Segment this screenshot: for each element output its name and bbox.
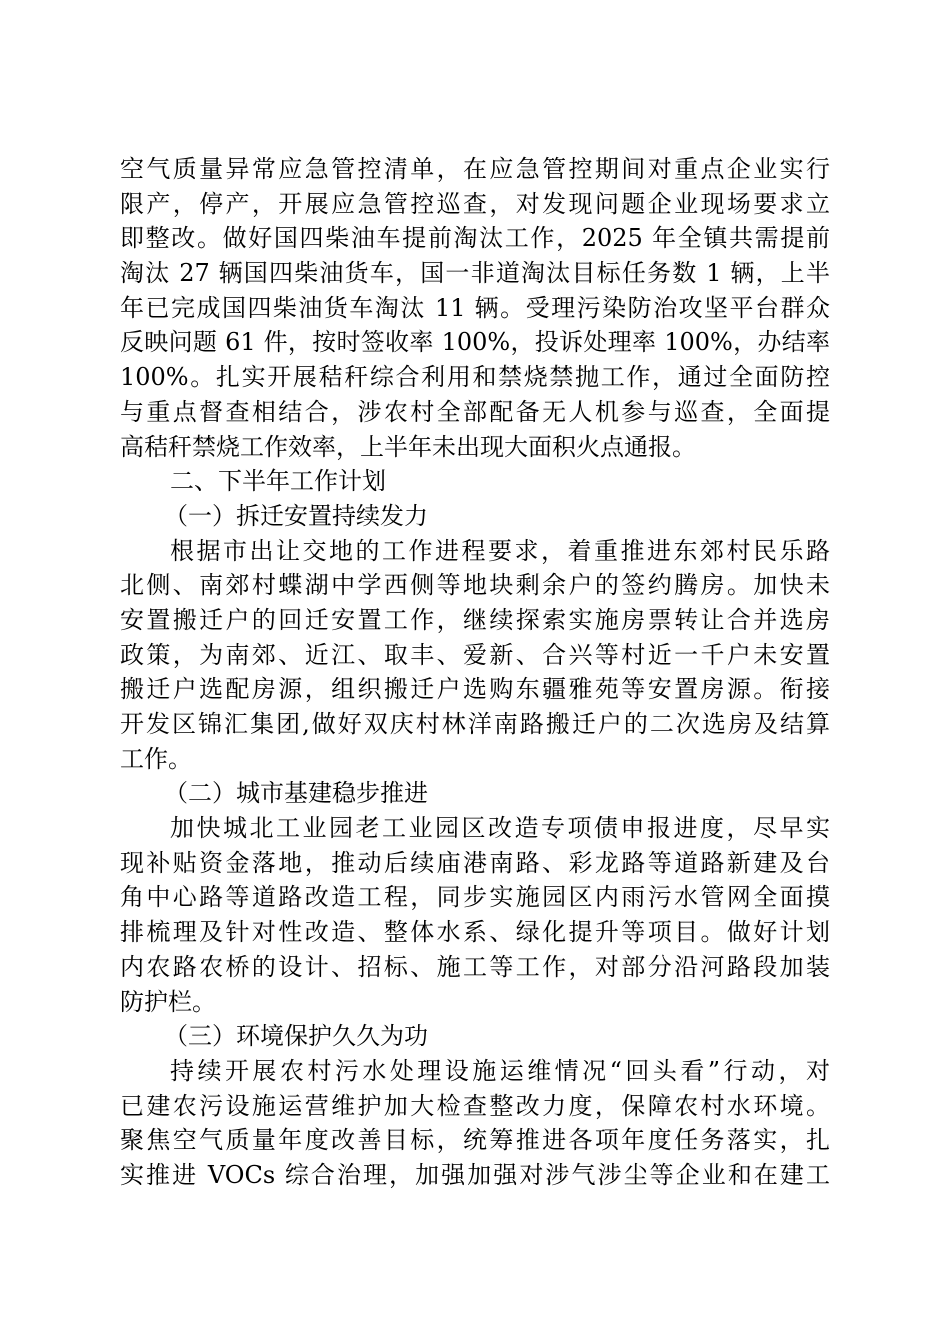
text-line: 年已完成国四柴油货车淘汰 11 辆。受理污染防治攻坚平台群众 bbox=[120, 293, 830, 322]
text-line: 高秸秆禁烧工作效率，上半年未出现大面积火点通报。 bbox=[120, 432, 696, 461]
text-line: 反映问题 61 件，按时签收率 100%，投诉处理率 100%，办结率 bbox=[120, 328, 830, 357]
text-line: 持续开展农村污水处理设施运维情况“回头看”行动，对 bbox=[170, 1056, 830, 1085]
text-line: 限产，停产，开展应急管控巡查，对发现问题企业现场要求立 bbox=[120, 189, 830, 218]
section-title-relocation: （一）拆迁安置持续发力 bbox=[164, 501, 428, 530]
text-line: 实推进 VOCs 综合治理，加强加强对涉气涉尘等企业和在建工 bbox=[120, 1160, 830, 1189]
text-line: 排梳理及针对性改造、整体水系、绿化提升等项目。做好计划 bbox=[120, 918, 830, 947]
document-page bbox=[120, 152, 830, 1193]
text-line: 角中心路等道路改造工程，同步实施园区内雨污水管网全面摸 bbox=[120, 883, 830, 912]
text-line: 淘汰 27 辆国四柴油货车，国一非道淘汰目标任务数 1 辆，上半 bbox=[120, 259, 830, 288]
text-line: 政策，为南郊、近江、取丰、爱新、合兴等村近一千户未安置 bbox=[120, 640, 830, 669]
text-line: 100%。扎实开展秸秆综合利用和禁烧禁抛工作，通过全面防控 bbox=[120, 363, 830, 392]
text-line: 防护栏。 bbox=[120, 987, 216, 1016]
text-line: 北侧、南郊村蝶湖中学西侧等地块剩余户的签约腾房。加快未 bbox=[120, 571, 830, 600]
text-line: 空气质量异常应急管控清单，在应急管控期间对重点企业实行 bbox=[120, 155, 830, 183]
paragraph-environment bbox=[120, 1054, 830, 1193]
text-line: 开发区锦汇集团,做好双庆村林洋南路搬迁户的二次选房及结算 bbox=[120, 710, 830, 738]
text-line: 内农路农桥的设计、招标、施工等工作，对部分沿河路段加装 bbox=[120, 952, 830, 981]
text-line: 根据市出让交地的工作进程要求，着重推进东郊村民乐路 bbox=[170, 536, 830, 565]
text-line: 即整改。做好国四柴油车提前淘汰工作，2025 年全镇共需提前 bbox=[120, 224, 830, 253]
text-line: 搬迁户选配房源，组织搬迁户选购东疆雅苑等安置房源。衔接 bbox=[120, 675, 830, 704]
paragraph-infrastructure bbox=[120, 811, 830, 1019]
paragraph-environment-continued bbox=[120, 152, 830, 464]
text-line: 现补贴资金落地，推动后续庙港南路、彩龙路等道路新建及台 bbox=[120, 848, 830, 877]
text-line: 工作。 bbox=[120, 744, 192, 773]
paragraph-relocation bbox=[120, 534, 830, 777]
section-title-environment: （三）环境保护久久为功 bbox=[164, 1022, 428, 1051]
text-line: 已建农污设施运营维护加大检查整改力度，保障农村水环境。 bbox=[120, 1091, 830, 1120]
text-line: 聚焦空气质量年度改善目标，统筹推进各项年度任务落实，扎 bbox=[120, 1126, 830, 1155]
text-line: 安置搬迁户的回迁安置工作，继续探索实施房票转让合并选房 bbox=[120, 605, 830, 634]
section-title-infrastructure: （二）城市基建稳步推进 bbox=[164, 779, 428, 808]
text-line: 与重点督查相结合，涉农村全部配备无人机参与巡查，全面提 bbox=[120, 397, 830, 426]
text-line: 加快城北工业园老工业园区改造专项债申报进度，尽早实 bbox=[170, 814, 830, 843]
heading-work-plan: 二、下半年工作计划 bbox=[170, 467, 386, 496]
